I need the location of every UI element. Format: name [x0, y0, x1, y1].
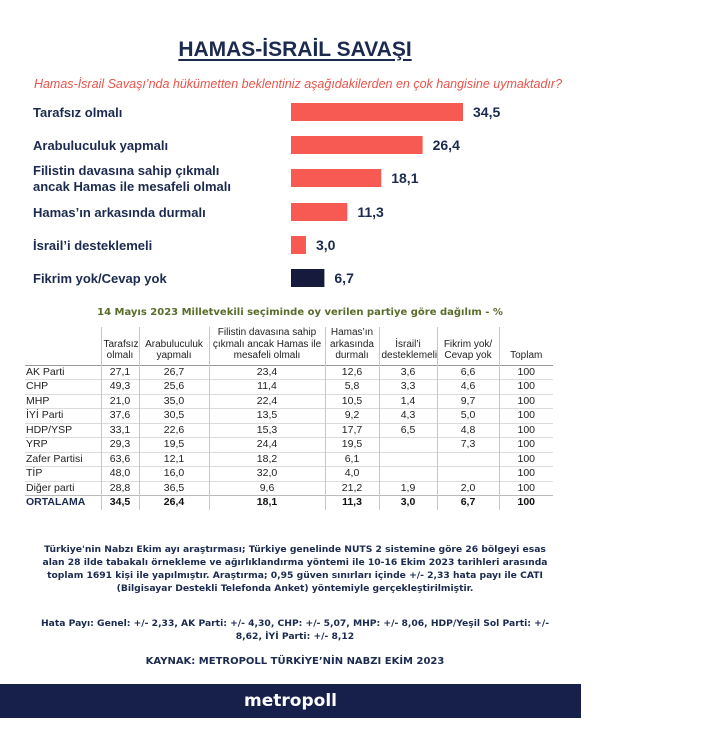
value-label: 3,0 [315, 237, 336, 253]
survey-question: Hamas-İsrail Savaşı’nda hükümetten beklentiniz aşağıdakilerden en çok hangisine uymaktadır? [33, 77, 563, 91]
value-label: 11,3 [357, 204, 384, 220]
table-cell: 100 [499, 438, 553, 453]
table-cell: 5,8 [325, 380, 379, 395]
table-title: 14 Mayıs 2023 Milletvekili seçiminde oy verilen partiye göre dağılım - % [97, 307, 503, 318]
category-label: Filistin davasına sahip çıkmalı [33, 163, 220, 178]
value-label: 26,4 [432, 137, 460, 153]
table-cell: 6,7 [437, 496, 499, 510]
table-cell [379, 438, 437, 453]
table-cell: 34,5 [101, 496, 139, 510]
party-name: CHP [25, 380, 101, 395]
table-cell: 100 [499, 496, 553, 510]
party-name: HDP/YSP [25, 423, 101, 438]
column-header: Filistin davasına sahip çıkmalı ancak Hamas ile mesafeli olmalı [209, 327, 325, 365]
party-name: AK Parti [25, 365, 101, 380]
source-note: KAYNAK: METROPOLL TÜRKİYE’NİN NABZI EKİM 2023 [145, 656, 445, 667]
table-cell: 33,1 [101, 423, 139, 438]
party-name: Diğer parti [25, 481, 101, 496]
brand-logo-text: metropoll [244, 691, 337, 711]
table-cell: 29,3 [101, 438, 139, 453]
table-row [25, 481, 553, 496]
bar [291, 236, 306, 254]
table-cell: 26,7 [139, 365, 209, 380]
table-cell: 19,5 [325, 438, 379, 453]
table-cell: 1,4 [379, 394, 437, 409]
table-cell: 24,4 [209, 438, 325, 453]
value-label: 18,1 [391, 170, 419, 186]
table-cell: 16,0 [139, 467, 209, 482]
table-cell [379, 467, 437, 482]
table-cell: 27,1 [101, 365, 139, 380]
table-cell: 18,1 [209, 496, 325, 510]
bar [291, 103, 463, 121]
table-cell: 100 [499, 380, 553, 395]
column-header: Toplam [499, 327, 553, 365]
table-cell: 100 [499, 481, 553, 496]
party-breakdown-table [25, 327, 553, 510]
methodology-note: Türkiye'nin Nabzı Ekim ayı araştırması; Türkiye genelinde NUTS 2 sistemine göre 26 bölgeyi esas alan 28 ilde tabakalı örnekleme ve ağırlıklandırma yöntemi ile 10-16 Ekim 2023 tarihleri arasında toplam 1691 kişi ile yapılmıştır. Araştırma; 0,95 güven sınırları içinde +/- 2,33 hata payı ile CATI (Bilgisayar Destekli Telefonda Anket) yöntemiyle gerçekleştirilmiştir. [42, 544, 548, 594]
table-cell: 17,7 [325, 423, 379, 438]
table-corner [25, 327, 101, 365]
bar-chart [0, 0, 600, 300]
table-row [25, 423, 553, 438]
bar [291, 169, 381, 187]
table-cell: 11,3 [325, 496, 379, 510]
column-header: Hamas’ın arkasında durmalı [325, 327, 379, 365]
table-cell: 15,3 [209, 423, 325, 438]
bar [291, 269, 324, 287]
table-cell: 4,8 [437, 423, 499, 438]
table-cell: 21,0 [101, 394, 139, 409]
table-cell: 6,1 [325, 452, 379, 467]
party-name: ORTALAMA [25, 496, 101, 510]
value-label: 34,5 [473, 104, 501, 120]
category-label: ancak Hamas ile mesafeli olmalı [33, 179, 231, 194]
table-cell: 12,6 [325, 365, 379, 380]
table-row [25, 438, 553, 453]
table-cell: 11,4 [209, 380, 325, 395]
average-row [25, 496, 553, 510]
table-cell: 4,0 [325, 467, 379, 482]
table-cell: 25,6 [139, 380, 209, 395]
column-header: Arabuluculuk yapmalı [139, 327, 209, 365]
table-body [25, 365, 553, 510]
table-cell: 100 [499, 409, 553, 424]
category-label: Tarafsız olmalı [33, 105, 123, 120]
table-cell: 28,8 [101, 481, 139, 496]
table-cell: 32,0 [209, 467, 325, 482]
table-cell: 37,6 [101, 409, 139, 424]
table-cell: 23,4 [209, 365, 325, 380]
table-cell [437, 467, 499, 482]
category-label: Hamas’ın arkasında durmalı [33, 205, 206, 220]
party-name: İYİ Parti [25, 409, 101, 424]
party-name: MHP [25, 394, 101, 409]
table-cell: 35,0 [139, 394, 209, 409]
column-header: Tarafsız olmalı [101, 327, 139, 365]
table-row [25, 394, 553, 409]
table-cell: 21,2 [325, 481, 379, 496]
table-cell: 100 [499, 452, 553, 467]
table-cell: 12,1 [139, 452, 209, 467]
table-row [25, 365, 553, 380]
table-cell: 9,7 [437, 394, 499, 409]
footer-banner [0, 684, 581, 718]
bar [291, 203, 347, 221]
party-name: TİP [25, 467, 101, 482]
table-cell: 3,6 [379, 365, 437, 380]
table-cell: 26,4 [139, 496, 209, 510]
chart-title: HAMAS-İSRAİL SAVAŞI [178, 38, 412, 61]
table-cell: 5,0 [437, 409, 499, 424]
table-cell: 36,5 [139, 481, 209, 496]
table-header-row [25, 327, 553, 365]
table-cell: 100 [499, 423, 553, 438]
table-cell: 4,6 [437, 380, 499, 395]
table-cell: 19,5 [139, 438, 209, 453]
table-cell: 18,2 [209, 452, 325, 467]
table-cell [437, 452, 499, 467]
table-cell: 100 [499, 467, 553, 482]
table-cell: 6,5 [379, 423, 437, 438]
table-cell: 13,5 [209, 409, 325, 424]
table-cell: 2,0 [437, 481, 499, 496]
table-cell: 22,4 [209, 394, 325, 409]
table-cell: 9,2 [325, 409, 379, 424]
table-cell: 4,3 [379, 409, 437, 424]
table-row [25, 467, 553, 482]
column-header: Fikrim yok/ Cevap yok [437, 327, 499, 365]
table-cell: 7,3 [437, 438, 499, 453]
table-cell: 22,6 [139, 423, 209, 438]
category-label: İsrail’i desteklemeli [33, 238, 153, 253]
table-row [25, 380, 553, 395]
category-label: Arabuluculuk yapmalı [33, 138, 169, 153]
table-cell: 49,3 [101, 380, 139, 395]
table-cell: 100 [499, 394, 553, 409]
value-label: 6,7 [334, 270, 354, 286]
table-cell [379, 452, 437, 467]
table-cell: 3,0 [379, 496, 437, 510]
party-name: Zafer Partisi [25, 452, 101, 467]
table-cell: 63,6 [101, 452, 139, 467]
table-cell: 3,3 [379, 380, 437, 395]
table-cell: 48,0 [101, 467, 139, 482]
table-cell: 30,5 [139, 409, 209, 424]
column-header: İsrail’i desteklemeli [379, 327, 437, 365]
table-cell: 6,6 [437, 365, 499, 380]
table-cell: 100 [499, 365, 553, 380]
table-row [25, 409, 553, 424]
table-cell: 10,5 [325, 394, 379, 409]
bar [291, 136, 423, 154]
category-label: Fikrim yok/Cevap yok [33, 271, 167, 286]
table-cell: 9,6 [209, 481, 325, 496]
party-name: YRP [25, 438, 101, 453]
table-cell: 1,9 [379, 481, 437, 496]
margin-of-error-note: Hata Payı: Genel: +/- 2,33, AK Parti: +/- 4,30, CHP: +/- 5,07, MHP: +/- 8,06, HDP/Yeşil Sol Parti: +/- 8,62, İYİ Parti: +/- 8,12 [40, 618, 550, 642]
table-row [25, 452, 553, 467]
